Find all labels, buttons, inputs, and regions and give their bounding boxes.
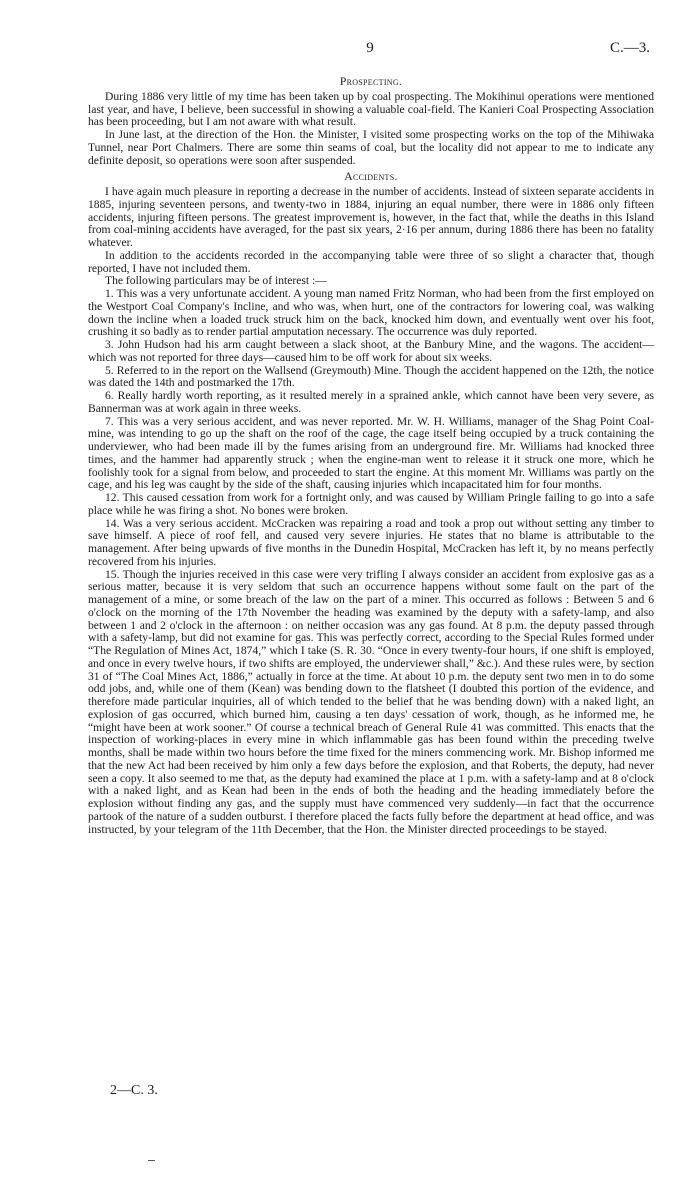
- section-heading-prospecting: Prospecting.: [339, 75, 403, 88]
- document-reference: C.—3.: [609, 40, 650, 56]
- stray-mark: [148, 1160, 155, 1161]
- page-header: [90, 40, 650, 66]
- paragraph-accident-1: 1. This was a very unfortunate accident. A young man named Fritz Norman, who had been from the first employed on the Westport Coal Company's Incline, and who was, when hurt, one of the contractors for lowering coal, was walking down the incline when a loaded truck struck him on the back, knocked him down, and eventually went over his foot, crushing it so badly as to render partial amputation necessary. The occurrence was duly reported.: [88, 287, 654, 339]
- paragraph-accident-3: 3. John Hudson had his arm caught between a slack shoot, at the Banbury Mine, and the wagons. The accident—which was not reported for three days—caused him to be off work for about six weeks.: [88, 338, 654, 364]
- section-heading-accidents: Accidents.: [344, 170, 398, 184]
- document-body: [88, 74, 654, 836]
- paragraph-accident-15: 15. Though the injuries received in this case were very trifling I always consider an accident from explosive gas as a serious matter, because it is very seldom that such an occurrence happens without some fault on the part of the management of a mine, or some breach of the law on the part of a miner. This occurred as follows : Between 5 and 6 o'clock on the morning of the 17th November the heading was examined by the deputy with a safety-lamp, and also between 1 and 2 o'clock in the afternoon : on neither occasion was any gas found. At 8 p.m. the deputy passed through with a safety-lamp, but did not examine for gas. This was perfectly correct, according to the Special Rules formed under “The Regulation of Mines Act, 1874,” which I take (S. R. 30. “Once in every twenty-four hours, if one shift is employed, and once in every twelve hours, if two shifts are employed, the underviewer shall,” &c.). And these rules were, by section 31 of “The Coal Mines Act, 1886,” actually in force at the time. At about 10 p.m. the deputy sent two men in to do some odd jobs, and, while one of them (Kean) was bending down to the flatsheet (I doubted this portion of the evidence, and therefore made particular inquiries, all of which tended to the belief that he was bending down) with a naked light, an explosion of gas occurred, which burned him, causing a ten days' cessation of work, though, as he informed me, he “might have been at work sooner.” Of course a technical breach of General Rule 41 was committed. This enacts that the inspection of working-places in every mine in which inflammable gas has been found within the preceding twelve months, shall be made within two hours before the time fixed for the miners commencing work. Mr. Bishop informed me that the new Act had been received by him only a few days before the explosion, and that Roberts, the deputy, had never seen a copy. It also seemed to me that, as the deputy had examined the place at 1 p.m. with a safety-lamp and at 8 o'clock with a naked light, and as Kean had been in the ends of both the heading and the heading immediately before the explosion without finding any gas, and the supply must have commenced very suddenly—in fact that the occurrence partook of the nature of a sudden outburst. I therefore placed the facts fully before the department at head office, and was instructed, by your telegram of the 11th December, that the Hon. the Minister directed proceedings to be stayed.: [88, 567, 654, 836]
- paragraph-accident-12: 12. This caused cessation from work for a fortnight only, and was caused by William Pringle failing to go into a safe place while he was firing a shot. No bones were broken.: [88, 491, 654, 517]
- paragraph: In June last, at the direction of the Hon. the Minister, I visited some prospecting works on the top of the Mihiwaka Tunnel, near Port Chalmers. There are some thin seams of coal, but the locality did not appear to me to indicate any definite deposit, so operations were soon after suspended.: [88, 128, 654, 167]
- paragraph-accident-7: 7. This was a very serious accident, and was never reported. Mr. W. H. Williams, manager of the Shag Point Coal-mine, was intending to go up the shaft on the roof of the cage, the cage itself being occupied by a truck containing the underviewer, who had been made ill by the fumes arising from an underground fire. Mr. Williams had knocked three times, and the hammer had apparently struck ; when the engine-man went to release it it struck one more, which he foolishly took for a signal from below, and proceeded to start the engine. At this moment Mr. Williams was partly on the cage, and his leg was caught by the side of the shaft, causing injuries which incapacitated him for four months.: [88, 414, 654, 492]
- paragraph: The following particulars may be of interest :—: [105, 274, 327, 288]
- paragraph-accident-14: 14. Was a very serious accident. McCracken was repairing a road and took a prop out without setting any timber to save himself. A piece of roof fell, and caused very severe injuries. He states that no blame is attributable to the management. After being upwards of five months in the Dunedin Hospital, McCracken has left it, by no means perfectly recovered from his injuries.: [88, 516, 654, 568]
- paragraph: I have again much pleasure in reporting a decrease in the number of accidents. Instead of sixteen separate accidents in 1885, injuring seventeen persons, and twenty-two in 1884, injuring an equal number, there were in 1886 only fifteen accidents, injuring fifteen persons. The greatest improvement is, however, in the fact that, while the deaths in this Island from coal-mining accidents have averaged, for the past six years, 2·16 per annum, during 1886 there has been no fatality whatever.: [88, 185, 654, 249]
- signature-mark: 2—C. 3.: [110, 1083, 158, 1098]
- page-number: 9: [366, 40, 374, 56]
- paragraph-accident-5: 5. Referred to in the report on the Wallsend (Greymouth) Mine. Though the accident happened on the 12th, the notice was dated the 14th and postmarked the 17th.: [88, 363, 654, 390]
- paragraph: In addition to the accidents recorded in the accompanying table were three of so slight a character that, though reported, I have not included them.: [88, 248, 654, 275]
- paragraph: During 1886 very little of my time has been taken up by coal prospecting. The Mokihinui operations were mentioned last year, and have, I believe, been successful in showing a valuable coal-field. The Kanieri Coal Prospecting Association has been proceeding, but I am not aware with what result.: [88, 89, 654, 129]
- paragraph-accident-6: 6. Really hardly worth reporting, as it resulted merely in a sprained ankle, which cannot have been very severe, as Bannerman was at work again in three weeks.: [88, 389, 654, 415]
